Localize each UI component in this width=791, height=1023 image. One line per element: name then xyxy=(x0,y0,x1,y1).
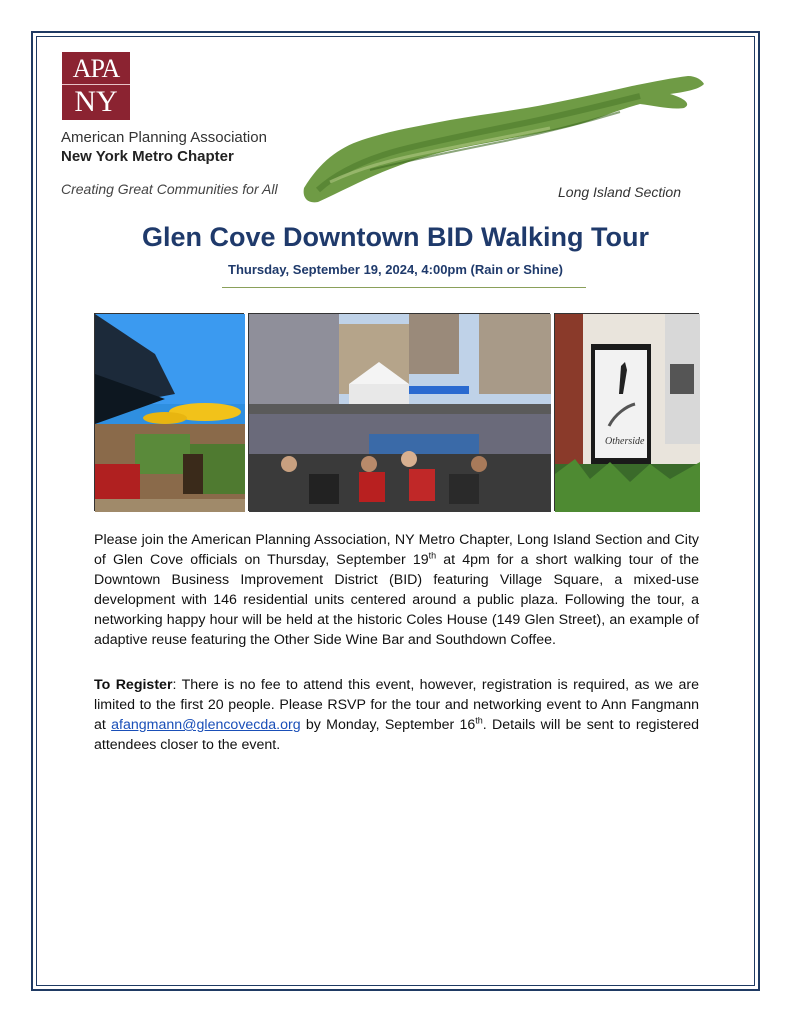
photo-credit: © 2023 Gill Associates Photography xyxy=(501,813,547,840)
event-title: Glen Cove Downtown BID Walking Tour xyxy=(142,222,649,252)
photo-other-side-sign xyxy=(554,313,699,511)
register-text-part3: . Details will be sent to registered attendees closer to the event. xyxy=(94,717,699,753)
apa-ny-logo xyxy=(62,52,130,120)
long-island-map xyxy=(300,70,710,210)
title-divider xyxy=(222,287,586,288)
svg-text:Otherside: Otherside xyxy=(605,436,645,447)
intro-text-part1: Please join the American Planning Association, NY Metro Chapter, Long Island Section and City of Glen Cove officials on Thursday, September 19 xyxy=(94,532,699,568)
register-superscript: th xyxy=(475,715,483,726)
tagline: Creating Great Communities for All xyxy=(61,181,278,197)
register-text-part2: by Monday, September 16 xyxy=(300,717,476,733)
rsvp-email-link[interactable]: afangmann@glencovecda.org xyxy=(111,717,301,733)
intro-text-part2: at 4pm for a short walking tour of the Downtown Business Improvement District (BID) featuring Village Square, a mixed-use development with 146 residential units centered around a public plaza. Following the tour, a networking happy hour will be held at the historic Coles House (149 Glen Street), an example of adaptive reuse featuring the Other Side Wine Bar and Southdown Coffee. xyxy=(94,552,700,648)
intro-paragraph xyxy=(94,530,699,650)
register-text-part1: : There is no fee to attend this event, however, registration is required, as we are limited to the first 20 people. Please RSVP for the tour and networking event to Ann Fangmann at xyxy=(94,677,699,733)
logo-text-ny: NY xyxy=(74,85,118,118)
intro-superscript: th xyxy=(428,550,437,561)
chapter-name: New York Metro Chapter xyxy=(61,148,234,165)
event-date-line: Thursday, September 19, 2024, 4:00pm (Rain or Shine) xyxy=(228,262,563,277)
registration-paragraph xyxy=(94,675,699,755)
organization-name: American Planning Association xyxy=(61,129,267,146)
logo-text-apa: APA xyxy=(62,54,130,85)
register-label: To Register xyxy=(94,677,173,693)
section-label: Long Island Section xyxy=(558,184,681,200)
photo-outdoor-dining xyxy=(94,313,244,511)
